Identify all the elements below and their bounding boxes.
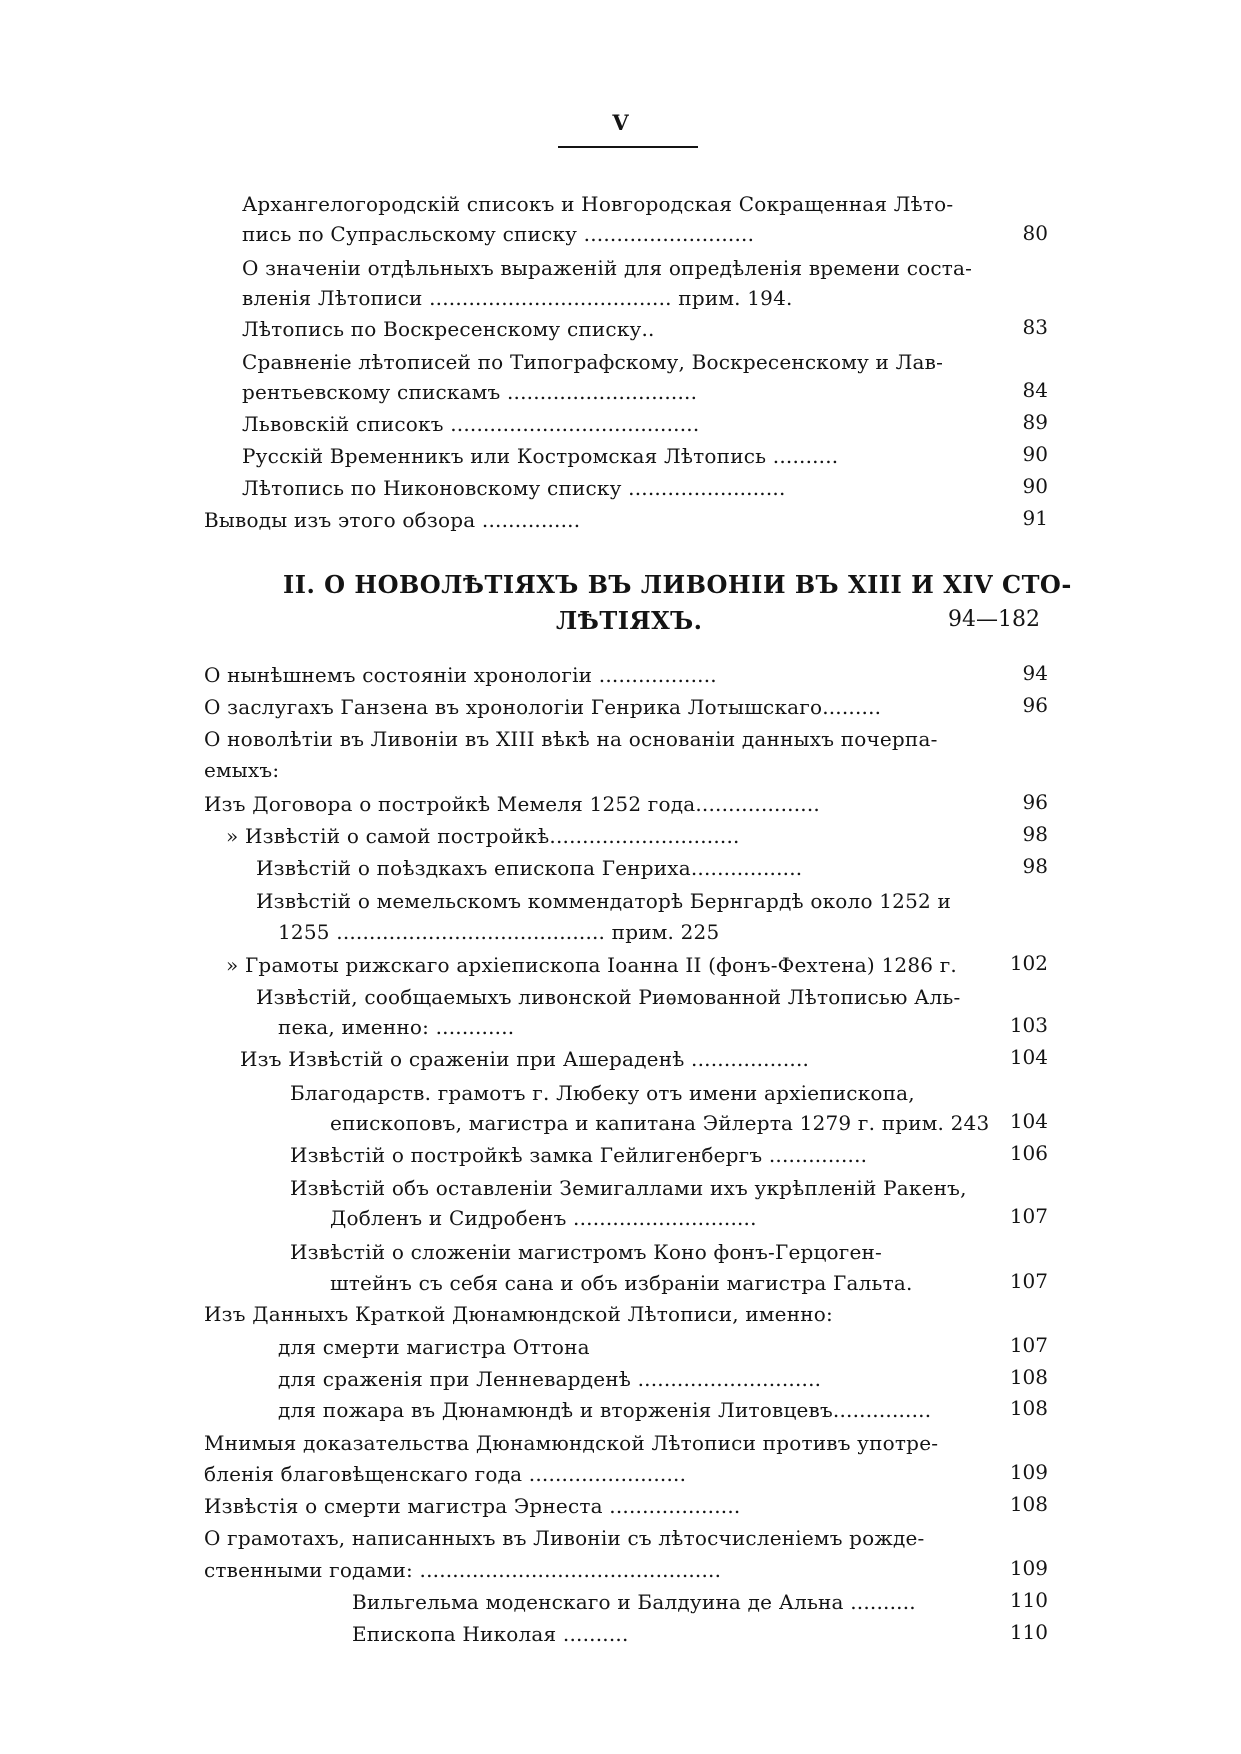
toc-entry: Извѣстій о сложеніи магистромъ Коно фонъ-Герцоген- [290, 1240, 882, 1264]
page-number: V [612, 110, 629, 135]
toc-page-number: 91 [1022, 506, 1048, 530]
toc-entry: бленія благовѣщенскаго года ........................ [204, 1462, 687, 1486]
toc-entry: Добленъ и Сидробенъ ............................ [330, 1206, 757, 1230]
toc-entry: Вильгельма моденскаго и Балдуина де Альна .......... [352, 1590, 916, 1614]
toc-page-number: 80 [1022, 221, 1048, 245]
toc-page-number: 98 [1022, 854, 1048, 878]
toc-page-number: 104 [1009, 1109, 1048, 1133]
toc-entry: ственными годами: .............................................. [204, 1558, 722, 1582]
toc-entry: Извѣстій о постройкѣ замка Гейлигенбергъ ............... [290, 1143, 868, 1167]
toc-entry: Изъ Данныхъ Краткой Дюнамюндской Лѣтописи, именно: [204, 1302, 833, 1326]
toc-entry: для сраженія при Ленневарденѣ ............................ [278, 1367, 822, 1391]
toc-page-number: 110 [1009, 1620, 1048, 1644]
toc-entry: епископовъ, магистра и капитана Эйлерта 1279 г. прим. 243 [330, 1111, 990, 1135]
toc-page-number: 107 [1009, 1333, 1048, 1357]
toc-entry: Сравненіе лѣтописей по Типографскому, Воскресенскому и Лав- [242, 350, 944, 374]
toc-page-number: 107 [1009, 1269, 1048, 1293]
toc-entry: Извѣстія о смерти магистра Эрнеста .................... [204, 1494, 741, 1518]
toc-entry: Мнимыя доказательства Дюнамюндской Лѣтописи противъ употре- [204, 1431, 939, 1455]
toc-page-number: 90 [1022, 442, 1048, 466]
toc-page-number: 94 [1022, 661, 1048, 685]
toc-entry: Извѣстій объ оставленіи Земигаллами ихъ укрѣпленій Ракенъ, [290, 1176, 967, 1200]
toc-page-number: 98 [1022, 822, 1048, 846]
toc-entry: Львовскій списокъ ...................................... [242, 412, 700, 436]
toc-entry: О грамотахъ, написанныхъ въ Ливоніи съ лѣтосчисленіемъ рожде- [204, 1526, 925, 1550]
section-title-continued: ЛѢТІЯХЪ. [556, 606, 703, 635]
toc-entry: Благодарств. грамотъ г. Любеку отъ имени архіепископа, [290, 1081, 915, 1105]
toc-entry: 1255 ......................................... прим. 225 [278, 920, 720, 944]
toc-page-number: 110 [1009, 1588, 1048, 1612]
toc-entry: Лѣтопись по Никоновскому списку ........................ [242, 476, 786, 500]
toc-page-number: 104 [1009, 1045, 1048, 1069]
section-title: II. О НОВОЛѢТІЯХЪ ВЪ ЛИВОНІИ ВЪ XIII И XIV СТО- [283, 570, 1072, 599]
toc-entry: Архангелогородскій списокъ и Новгородская Сокращенная Лѣто- [242, 192, 954, 216]
toc-entry: для пожара въ Дюнамюндѣ и вторженія Литовцевъ............... [278, 1398, 932, 1422]
toc-entry: Извѣстій о мемельскомъ коммендаторѣ Бернгардѣ около 1252 и [256, 889, 952, 913]
toc-entry: Извѣстій, сообщаемыхъ ливонской Риѳмованной Лѣтописью Аль- [256, 985, 961, 1009]
toc-entry: Изъ Договора о постройкѣ Мемеля 1252 года................... [204, 792, 820, 816]
toc-entry: » Извѣстій о самой постройкѣ............................. [226, 824, 740, 848]
toc-page-number: 84 [1022, 378, 1048, 402]
toc-page-number: 89 [1022, 410, 1048, 434]
toc-page-number: 108 [1009, 1365, 1048, 1389]
toc-entry: пись по Супрасльскому списку .......................... [242, 222, 755, 246]
toc-entry: О нынѣшнемъ состояніи хронологіи .................. [204, 663, 717, 687]
toc-page-number: 83 [1022, 315, 1048, 339]
section-page-range: 94—182 [948, 607, 1040, 632]
toc-entry: Выводы изъ этого обзора ............... [204, 508, 581, 532]
toc-page-number: 107 [1009, 1204, 1048, 1228]
toc-page-number: 103 [1009, 1013, 1048, 1037]
toc-page-number: 109 [1009, 1556, 1048, 1580]
toc-entry: Извѣстій о поѣздкахъ епископа Генриха................. [256, 856, 803, 880]
toc-page-number: 96 [1022, 790, 1048, 814]
toc-entry: пека, именно: ............ [278, 1015, 515, 1039]
toc-entry: рентьевскому спискамъ ............................. [242, 380, 698, 404]
toc-entry: штейнъ съ себя сана и объ избраніи магистра Гальта. [330, 1271, 913, 1295]
toc-entry: вленія Лѣтописи ..................................... прим. 194. [242, 286, 793, 310]
toc-entry: Лѣтопись по Воскресенскому списку.. [242, 317, 655, 341]
toc-entry: О новолѣтіи въ Ливоніи въ XIII вѣкѣ на основаніи данныхъ почерпа- [204, 727, 938, 751]
toc-entry: Русскій Временникъ или Костромская Лѣтопись .......... [242, 444, 839, 468]
toc-page-number: 109 [1009, 1460, 1048, 1484]
toc-entry: О заслугахъ Ганзена въ хронологіи Генрика Лотышскаго......... [204, 695, 882, 719]
toc-entry: емыхъ: [204, 758, 280, 782]
toc-page-number: 96 [1022, 693, 1048, 717]
toc-page-number: 106 [1009, 1141, 1048, 1165]
toc-entry: Изъ Извѣстій о сраженіи при Ашераденѣ .................. [240, 1047, 810, 1071]
toc-page-number: 90 [1022, 474, 1048, 498]
toc-entry: О значеніи отдѣльныхъ выраженій для опредѣленія времени соста- [242, 256, 973, 280]
toc-entry: для смерти магистра Оттона [278, 1335, 590, 1359]
toc-entry: » Грамоты рижскаго архіепископа Іоанна II (фонъ-Фехтена) 1286 г. [226, 953, 957, 977]
toc-page-number: 108 [1009, 1492, 1048, 1516]
toc-entry: Епископа Николая .......... [352, 1622, 629, 1646]
toc-page-number: 108 [1009, 1396, 1048, 1420]
toc-page-number: 102 [1009, 951, 1048, 975]
